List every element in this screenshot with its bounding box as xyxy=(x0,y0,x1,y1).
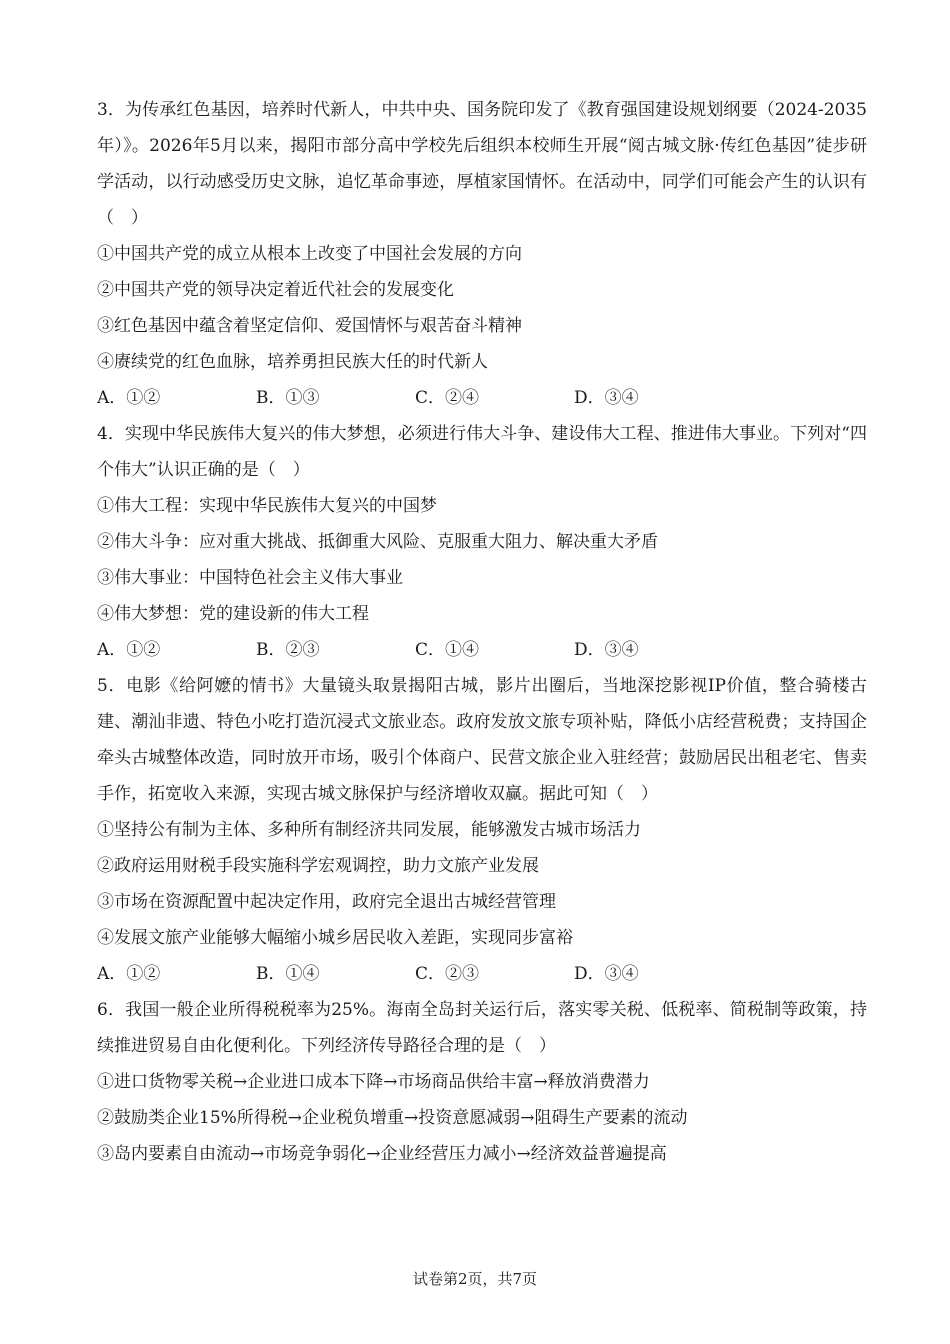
choice-b[interactable]: B．②③ xyxy=(256,640,320,660)
statement-option: ②中国共产党的领导决定着近代社会的发展变化 xyxy=(97,280,454,300)
statement-option: ②政府运用财税手段实施科学宏观调控，助力文旅产业发展 xyxy=(97,856,539,876)
choice-c[interactable]: C．②④ xyxy=(415,388,480,408)
question-6 xyxy=(97,992,867,1172)
choice-a[interactable]: A．①② xyxy=(97,388,161,408)
statement-option: ①中国共产党的成立从根本上改变了中国社会发展的方向 xyxy=(97,244,522,264)
statement-option: ④伟大梦想：党的建设新的伟大工程 xyxy=(97,604,369,624)
statement-option: ③伟大事业：中国特色社会主义伟大事业 xyxy=(97,568,403,588)
page-footer: 试卷第2页，共7页 xyxy=(412,1270,538,1288)
statement-option: ③市场在资源配置中起决定作用，政府完全退出古城经营管理 xyxy=(97,892,556,912)
statement-option: ②伟大斗争：应对重大挑战、抵御重大风险、克服重大阻力、解决重大矛盾 xyxy=(97,532,658,552)
answer-choices xyxy=(97,956,867,992)
statement-option: ③岛内要素自由流动→市场竞争弱化→企业经营压力减小→经济效益普遍提高 xyxy=(97,1144,667,1164)
statement-option: ①坚持公有制为主体、多种所有制经济共同发展，能够激发古城市场活力 xyxy=(97,820,641,840)
choice-b[interactable]: B．①③ xyxy=(256,388,320,408)
question-stem: 4．实现中华民族伟大复兴的伟大梦想，必须进行伟大斗争、建设伟大工程、推进伟大事业。下列对“四个伟大”认识正确的是（ ） xyxy=(97,424,867,480)
answer-choices xyxy=(97,380,867,416)
question-5 xyxy=(97,668,867,992)
choice-a[interactable]: A．①② xyxy=(97,964,161,984)
choice-b[interactable]: B．①④ xyxy=(256,964,320,984)
question-4 xyxy=(97,416,867,668)
question-3 xyxy=(97,92,867,416)
statement-option: ②鼓励类企业15%所得税→企业税负增重→投资意愿减弱→阻碍生产要素的流动 xyxy=(97,1108,688,1128)
question-stem: 5．电影《给阿嬷的情书》大量镜头取景揭阳古城，影片出圈后，当地深挖影视IP价值，整合骑楼古建、潮汕非遗、特色小吃打造沉浸式文旅业态。政府发放文旅专项补贴，降低小店经营税费；支持国企牵头古城整体改造，同时放开市场，吸引个体商户、民营文旅企业入驻经营；鼓励居民出租老宅、售卖手作，拓宽收入来源，实现古城文脉保护与经济增收双赢。据此可知（ ） xyxy=(97,676,867,804)
choice-d[interactable]: D．③④ xyxy=(574,388,639,408)
choice-d[interactable]: D．③④ xyxy=(574,964,639,984)
choice-a[interactable]: A．①② xyxy=(97,640,161,660)
statement-option: ④发展文旅产业能够大幅缩小城乡居民收入差距，实现同步富裕 xyxy=(97,928,573,948)
statement-option: ④赓续党的红色血脉，培养勇担民族大任的时代新人 xyxy=(97,352,488,372)
question-stem: 3．为传承红色基因，培养时代新人，中共中央、国务院印发了《教育强国建设规划纲要（2024-2035年）》。2026年5月以来，揭阳市部分高中学校先后组织本校师生开展“阅古城文脉·传红色基因”徒步研学活动，以行动感受历史文脉，追忆革命事迹，厚植家国情怀。在活动中，同学们可能会产生的认识有（ ） xyxy=(97,100,867,228)
choice-c[interactable]: C．②③ xyxy=(415,964,480,984)
statement-option: ①进口货物零关税→企业进口成本下降→市场商品供给丰富→释放消费潜力 xyxy=(97,1072,650,1092)
question-stem: 6．我国一般企业所得税税率为25%。海南全岛封关运行后，落实零关税、低税率、简税制等政策，持续推进贸易自由化便利化。下列经济传导路径合理的是（ ） xyxy=(97,1000,867,1056)
choice-d[interactable]: D．③④ xyxy=(574,640,639,660)
choice-c[interactable]: C．①④ xyxy=(415,640,480,660)
statement-option: ③红色基因中蕴含着坚定信仰、爱国情怀与艰苦奋斗精神 xyxy=(97,316,522,336)
answer-choices xyxy=(97,632,867,668)
exam-page xyxy=(97,92,867,1172)
statement-option: ①伟大工程：实现中华民族伟大复兴的中国梦 xyxy=(97,496,437,516)
